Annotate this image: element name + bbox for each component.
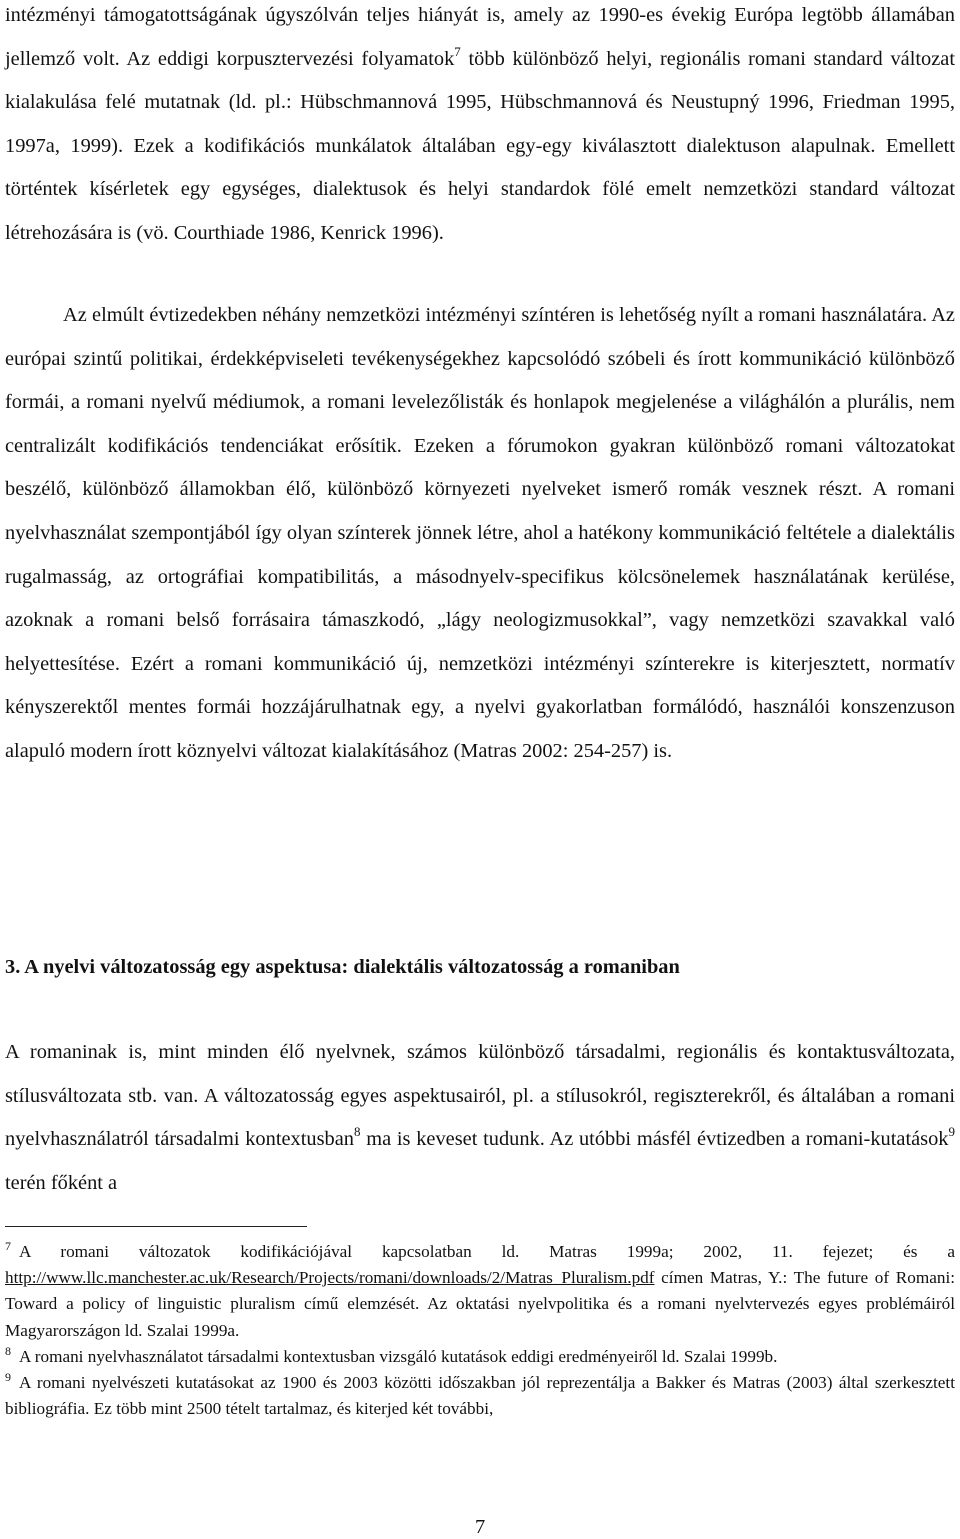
footnote-9 — [5, 1370, 955, 1422]
section-heading: 3. A nyelvi változatosság egy aspektusa: dialektális változatosság a romaniban — [5, 956, 680, 978]
footnote-ref-9[interactable]: 9 — [948, 1124, 955, 1140]
footnote-ref-7[interactable]: 7 — [454, 43, 461, 59]
footnote-text-cont: címen Matras, Y.: The future of Romani: Toward a policy of linguistic pluralism című elemzését. Az oktatási nyelvpolitika és a romani nyelvtervezés egyes problémáiról Magyarországon ld. Szalai 1999a. — [5, 1268, 955, 1340]
footnote-link[interactable]: http://www.llc.manchester.ac.uk/Research/Projects/romani/downloads/2/Matras_Pluralism.pdf — [5, 1268, 655, 1288]
footnote-text: A romani nyelvészeti kutatásokat az 1900 és 2003 közötti időszakban jól reprezentálja a Bakker és Matras (2003) által szerkesztett bibliográfia. Ez több mint 2500 tételt tartalmaz, és kiterjed két további, — [5, 1373, 955, 1419]
footnote-ref-8[interactable]: 8 — [353, 1124, 361, 1140]
para3-text-b: ma is keveset tudunk. Az utóbbi másfél évtizedben a romani-kutatások — [360, 1128, 949, 1151]
para1-text-a: intézményi támogatottságának úgyszólván teljes hiányát is, amely az 1990-es évekig Európa legtöbb államában jellemző volt. Az eddigi korpusztervezési folyamatok — [5, 4, 955, 70]
footnote-7 — [5, 1239, 955, 1344]
footnotes — [5, 1239, 955, 1422]
para3-text-a: A romaninak is, mint minden élő nyelvnek, számos különböző társadalmi, regionális és kontaktusváltozata, stílusváltozata stb. van. A változatosság egyes aspektusairól, pl. a stílusokról, regiszterekről, és általában a romani nyelvhasználatról társadalmi kontextusban — [5, 1041, 955, 1151]
footnote-number: 7 — [5, 1239, 11, 1253]
body-paragraph-2: Az elmúlt évtizedekben néhány nemzetközi intézményi színtéren is lehetőség nyílt a romani használatára. Az európai szintű politikai, érdekképviseleti tevékenységekhez kapcsolódó szóbeli és írott kommunikáció különböző formái, a romani nyelvű médiumok, a romani levelezőlisták és honlapok megjelenése a világhálón a plurális, nem centralizált kodifikációs tendenciákat erősítik. Ezeken a fórumokon gyakran különböző romani változatokat beszélő, különböző államokban élő, különböző környezeti nyelveket ismerő romák vesznek részt. A romani nyelvhasználat szempontjából így olyan színterek jönnek létre, ahol a hatékony kommunikáció feltétele a dialektális rugalmasság, az ortográfiai kompatibilitás, a másodnyelv-specifikus kölcsönelemek használatának kerülése, azoknak a romani belső forrásaira támaszkodó, „lágy neologizmusokkal”, vagy nemzetközi szavakkal való helyettesítése. Ezért a romani kommunikáció új, nemzetközi intézményi színterekre is kiterjesztett, normatív kényszerektől mentes formái hozzájárulhatnak egy, a nyelvi gyakorlatban formálódó, használói konszenzuson alapuló modern írott köznyelvi változat kialakításához (Matras 2002: 254-257) is. — [5, 304, 955, 762]
footnote-number: 9 — [5, 1370, 11, 1385]
footnote-separator — [5, 1226, 307, 1227]
para1-text-b: több különböző helyi, regionális romani standard változat kialakulása felé mutatnak (ld. pl.: Hübschmannová 1995, Hübschmannová és Neustupný 1996, Friedman 1995, 1997a, 1999). Ezek a kodifikációs munkálatok általában egy-egy kiválasztott dialektuson alapulnak. Emellett történtek kísérletek egy egységes, dialektusok és helyi standardok fölé emelt nemzetközi standard változat létrehozására is (vö. Courthiade 1986, Kenrick 1996). — [5, 47, 955, 244]
para3-text-c: terén főként a — [5, 1171, 118, 1194]
body-paragraph-1 — [5, 0, 955, 256]
footnote-text: A romani nyelvhasználatot társadalmi kontextusban vizsgáló kutatások eddigi eredményeiről ld. Szalai 1999b. — [19, 1346, 778, 1366]
footnote-number: 8 — [5, 1343, 11, 1358]
body-paragraph-3 — [5, 1031, 955, 1205]
document-page — [5, 0, 955, 1537]
footnote-text: A romani változatok kodifikációjával kapcsolatban ld. Matras 1999a; 2002, 11. fejezet; és a — [19, 1242, 955, 1261]
page-number: 7 — [475, 1516, 486, 1538]
footnote-8 — [5, 1344, 955, 1370]
